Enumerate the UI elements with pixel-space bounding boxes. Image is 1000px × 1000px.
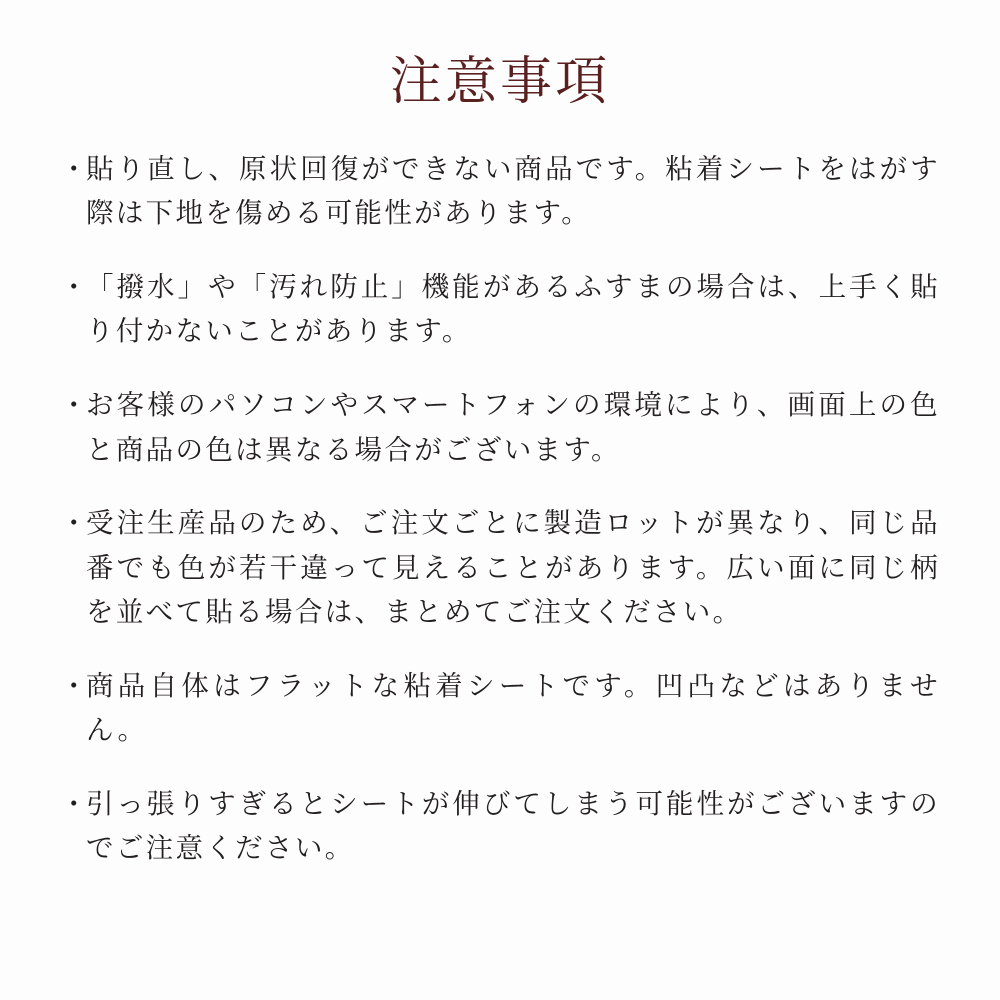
note-text: 受注生産品のため、ご注文ごとに製造ロットが異なり、同じ品番でも色が若干違って見えることがあります。広い面に同じ柄を並べて貼る場合は、まとめてご注文ください。 [86, 507, 940, 628]
bullet-icon: ・ [60, 270, 90, 302]
note-text: 「撥水」や「汚れ防止」機能があるふすまの場合は、上手く貼り付かないことがあります。 [86, 270, 940, 347]
note-text: 引っ張りすぎるとシートが伸びてしまう可能性がございますのでご注意ください。 [86, 787, 940, 864]
list-item [60, 501, 940, 635]
list-item [60, 147, 940, 236]
list-item [60, 265, 940, 354]
bullet-icon: ・ [60, 152, 90, 184]
notice-list [60, 147, 940, 871]
note-text: お客様のパソコンやスマートフォンの環境により、画面上の色と商品の色は異なる場合がございます。 [86, 388, 940, 465]
bullet-icon: ・ [60, 388, 90, 420]
note-text: 貼り直し、原状回復ができない商品です。粘着シートをはがす際は下地を傷める可能性があります。 [86, 152, 940, 229]
note-text: 商品自体はフラットな粘着シートです。凹凸などはありません。 [86, 669, 940, 746]
page-title: 注意事項 [389, 53, 611, 111]
list-item [60, 664, 940, 753]
bullet-icon: ・ [60, 787, 90, 819]
bullet-icon: ・ [60, 669, 90, 701]
list-item [60, 782, 940, 871]
bullet-icon: ・ [60, 507, 90, 539]
list-item [60, 383, 940, 472]
